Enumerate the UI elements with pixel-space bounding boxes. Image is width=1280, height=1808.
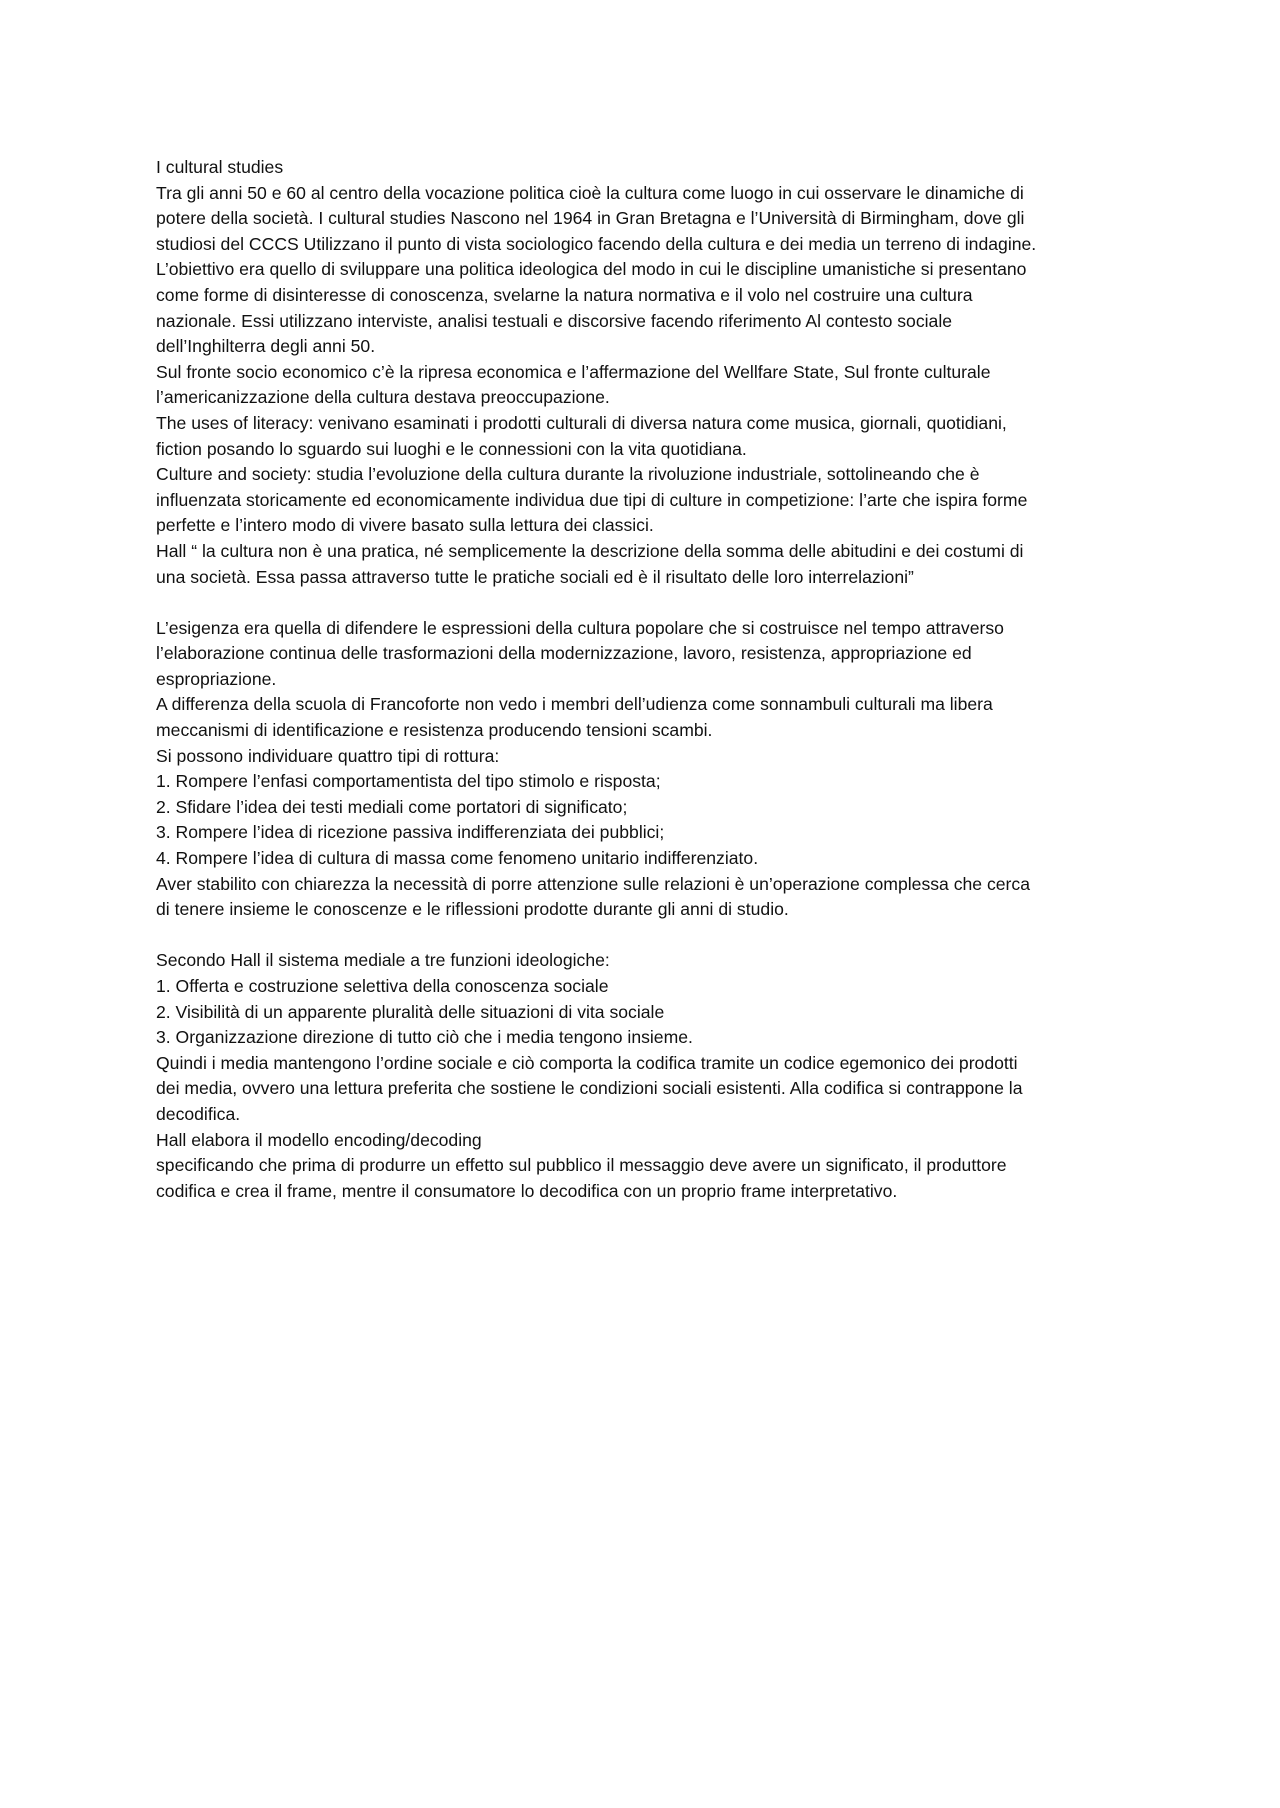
text-line: codifica e crea il frame, mentre il consumatore lo decodifica con un proprio frame interpretativo.: [156, 1180, 898, 1201]
text-line: come forme di disinteresse di conoscenza, svelarne la natura normativa e il volo nel costruire una cultura: [156, 284, 973, 305]
text-line: l’elaborazione continua delle trasformazioni della modernizzazione, lavoro, resistenza, appropriazione ed: [156, 643, 972, 664]
text-line: di tenere insieme le conoscenze e le riflessioni prodotte durante gli anni di studio.: [156, 899, 789, 920]
text-line: A differenza della scuola di Francoforte non vedo i membri dell’udienza come sonnambuli culturali ma libera: [156, 694, 993, 715]
text-line: Tra gli anni 50 e 60 al centro della vocazione politica cioè la cultura come luogo in cui osservare le dinamiche di: [156, 182, 1024, 203]
text-line: nazionale. Essi utilizzano interviste, analisi testuali e discorsive facendo riferimento Al contesto sociale: [156, 310, 953, 331]
text-line: perfette e l’intero modo di vivere basato sulla lettura dei classici.: [156, 515, 654, 536]
text-line: L’obiettivo era quello di sviluppare una politica ideologica del modo in cui le discipline umanistiche si presentano: [156, 259, 1027, 280]
text-line: Hall elabora il modello encoding/decoding: [156, 1129, 482, 1150]
text-line: Si possono individuare quattro tipi di rottura:: [156, 745, 500, 766]
list-item: 1. Rompere l’enfasi comportamentista del tipo stimolo e risposta;: [156, 771, 661, 792]
list-item: 3. Organizzazione direzione di tutto ciò che i media tengono insieme.: [156, 1027, 693, 1048]
list-item: 3. Rompere l’idea di ricezione passiva indifferenziata dei pubblici;: [156, 822, 665, 843]
paragraph-spacer: [156, 590, 1136, 616]
text-line: Quindi i media mantengono l’ordine sociale e ciò comporta la codifica tramite un codice egemonico dei prodotti: [156, 1052, 1018, 1073]
text-line: una società. Essa passa attraverso tutte le pratiche sociali ed è il risultato delle loro interrelazioni”: [156, 566, 914, 587]
text-line: meccanismi di identificazione e resistenza producendo tensioni scambi.: [156, 720, 713, 741]
text-line: dell’Inghilterra degli anni 50.: [156, 336, 376, 357]
document-title: I cultural studies: [156, 157, 284, 177]
text-line: Aver stabilito con chiarezza la necessità di porre attenzione sulle relazioni è un’operazione complessa che cerca: [156, 873, 1030, 894]
text-line: Culture and society: studia l’evoluzione della cultura durante la rivoluzione industriale, sottolineando che è: [156, 464, 980, 485]
text-line: dei media, ovvero una lettura preferita che sostiene le condizioni sociali esistenti. Alla codifica si contrappone la: [156, 1078, 1023, 1099]
list-item: 2. Sfidare l’idea dei testi mediali come portatori di significato;: [156, 796, 628, 817]
text-line: potere della società. I cultural studies Nascono nel 1964 in Gran Bretagna e l’Università di Birmingham, dove gli: [156, 208, 1025, 229]
text-line: influenzata storicamente ed economicamente individua due tipi di culture in competizione: l’arte che ispira forme: [156, 489, 1028, 510]
text-line: The uses of literacy: venivano esaminati i prodotti culturali di diversa natura come musica, giornali, quotidiani,: [156, 412, 1007, 433]
list-item: 4. Rompere l’idea di cultura di massa come fenomeno unitario indifferenziato.: [156, 848, 759, 869]
text-line: fiction posando lo sguardo sui luoghi e le connessioni con la vita quotidiana.: [156, 438, 747, 459]
paragraph-spacer: [156, 923, 1136, 949]
list-item: 1. Offerta e costruzione selettiva della conoscenza sociale: [156, 976, 609, 996]
text-line: decodifica.: [156, 1103, 241, 1124]
section-hall-media-system: [156, 948, 1136, 1204]
text-line: Sul fronte socio economico c’è la ripresa economica e l’affermazione del Wellfare State, Sul fronte culturale: [156, 361, 991, 382]
text-line: L’esigenza era quella di difendere le espressioni della cultura popolare che si costruisce nel tempo attraverso: [156, 617, 1004, 638]
section-cultural-studies: [156, 155, 1136, 590]
text-line: specificando che prima di produrre un effetto sul pubblico il messaggio deve avere un significato, il produttore: [156, 1155, 1007, 1176]
text-line: l’americanizzazione della cultura destava preoccupazione.: [156, 387, 610, 408]
section-popular-culture: [156, 616, 1136, 923]
text-line: espropriazione.: [156, 668, 277, 689]
document-body: [156, 155, 1136, 1204]
text-line: studiosi del CCCS Utilizzano il punto di vista sociologico facendo della cultura e dei media un terreno di indagine.: [156, 233, 1037, 254]
text-line: Secondo Hall il sistema mediale a tre funzioni ideologiche:: [156, 950, 610, 971]
text-line: Hall “ la cultura non è una pratica, né semplicemente la descrizione della somma delle abitudini e dei costumi di: [156, 540, 1024, 561]
list-item: 2. Visibilità di un apparente pluralità delle situazioni di vita sociale: [156, 1001, 665, 1022]
